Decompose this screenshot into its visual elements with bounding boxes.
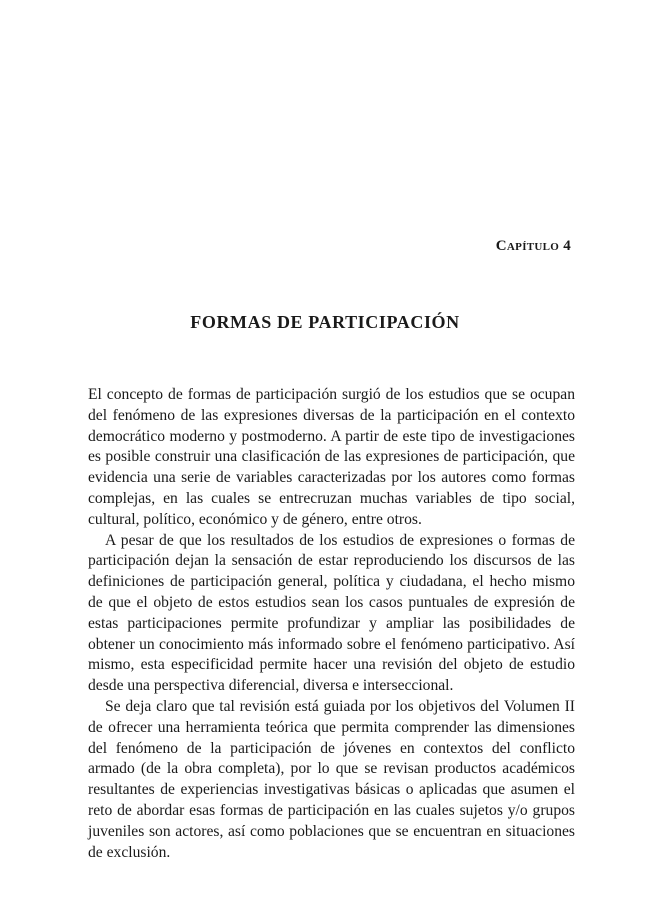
paragraph-1: El concepto de formas de participación surgió de los estudios que se ocupan del fenómeno de las expresiones diversas de la participación en el contexto democrático moderno y postmoderno. A partir de este tipo de investigaciones es posible construir una clasificación de las expresiones de participación, que evidencia una serie de variables caracterizadas por los autores como formas complejas, en las cuales se entrecruzan muchas variables de tipo social, cultural, político, económico y de género, entre otros. [88, 386, 575, 528]
chapter-label: Capítulo 4 [495, 238, 571, 254]
chapter-title: FORMAS DE PARTICIPACIÓN [190, 312, 460, 332]
chapter-body [88, 385, 575, 863]
paragraph-2: A pesar de que los resultados de los estudios de expresiones o formas de participación dejan la sensación de estar reproduciendo los discursos de las definiciones de participación general, política y ciudadana, el hecho mismo de que el objeto de estos estudios sean los casos puntuales de expresión de estas participaciones permite profundizar y ampliar las posibilidades de obtener un conocimiento más informado sobre el fenómeno participativo. Así mismo, esta especificidad permite hacer una revisión del objeto de estudio desde una perspectiva diferencial, diversa e interseccional. [88, 531, 575, 695]
paragraph-3: Se deja claro que tal revisión está guiada por los objetivos del Volumen II de ofrecer una herramienta teórica que permita comprender las dimensiones del fenómeno de la participación de jóvenes en contextos del conflicto armado (de la obra completa), por lo que se revisan productos académicos resultantes de experiencias investigativas básicas o aplicadas que asumen el reto de abordar esas formas de participación en las cuales sujetos y/o grupos juveniles son actores, así como poblaciones que se encuentran en situaciones de exclusión. [88, 697, 575, 861]
